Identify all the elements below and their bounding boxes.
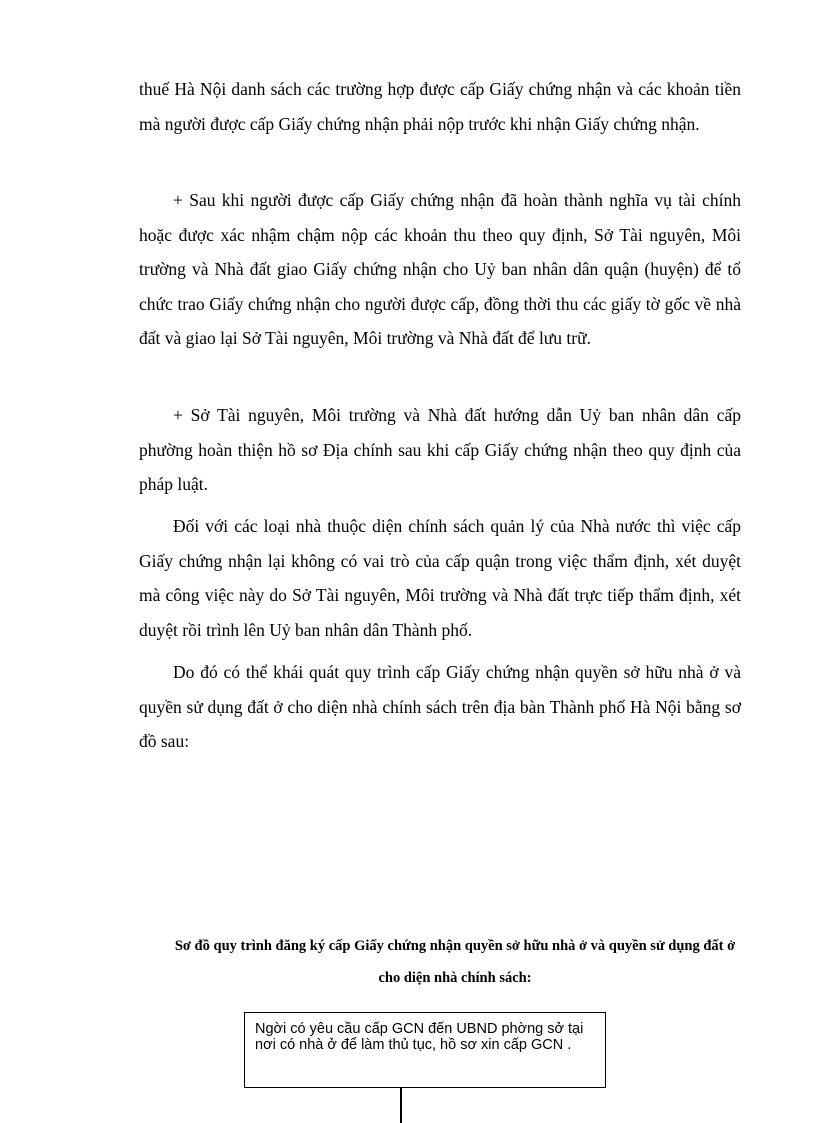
diagram-caption: Sơ đồ quy trình đăng ký cấp Giấy chứng nhận quyền sở hữu nhà ở và quyền sử dụng đất ở cho diện nhà chính sách: <box>174 938 736 986</box>
diagram-connector-line <box>400 1088 402 1123</box>
paragraph-policy-housing: Đối với các loại nhà thuộc diện chính sách quản lý của Nhà nước thì việc cấp Giấy chứng nhận lại không có vai trò của cấp quận trong việc thẩm định, xét duyệt mà công việc này do Sở Tài nguyên, Môi trường và Nhà đất trực tiếp thẩm định, xét duyệt rồi trình lên Uỷ ban nhân dân Thành phố. <box>139 516 741 640</box>
diagram-step-text: Ngời có yêu cầu cấp GCN đến UBND phờng sở tại nơi có nhà ở để làm thủ tục, hồ sơ xin cấp GCN . <box>255 1021 584 1053</box>
paragraph-continuation: thuế Hà Nội danh sách các trường hợp được cấp Giấy chứng nhận và các khoản tiền mà người được cấp Giấy chứng nhận phải nộp trước khi nhận Giấy chứng nhận. <box>139 79 741 134</box>
paragraph-diagram-intro: Do đó có thể khái quát quy trình cấp Giấy chứng nhận quyền sở hữu nhà ở và quyền sử dụng đất ở cho diện nhà chính sách trên địa bàn Thành phố Hà Nội bằng sơ đồ sau: <box>139 662 741 751</box>
paragraph-certificate-delivery: + Sau khi người được cấp Giấy chứng nhận đã hoàn thành nghĩa vụ tài chính hoặc được xác nhậm chậm nộp các khoản thu theo quy định, Sở Tài nguyên, Môi trường và Nhà đất giao Giấy chứng nhận cho Uỷ ban nhân dân quận (huyện) để tổ chức trao Giấy chứng nhận cho người được cấp, đồng thời thu các giấy tờ gốc về nhà đất và giao lại Sở Tài nguyên, Môi trường và Nhà đất để lưu trữ. <box>139 190 741 348</box>
diagram-step-box <box>244 1012 606 1088</box>
paragraph-cadastral-records: + Sở Tài nguyên, Môi trường và Nhà đất hướng dẫn Uỷ ban nhân dân cấp phường hoàn thiện hồ sơ Địa chính sau khi cấp Giấy chứng nhận theo quy định của pháp luật. <box>139 405 741 494</box>
